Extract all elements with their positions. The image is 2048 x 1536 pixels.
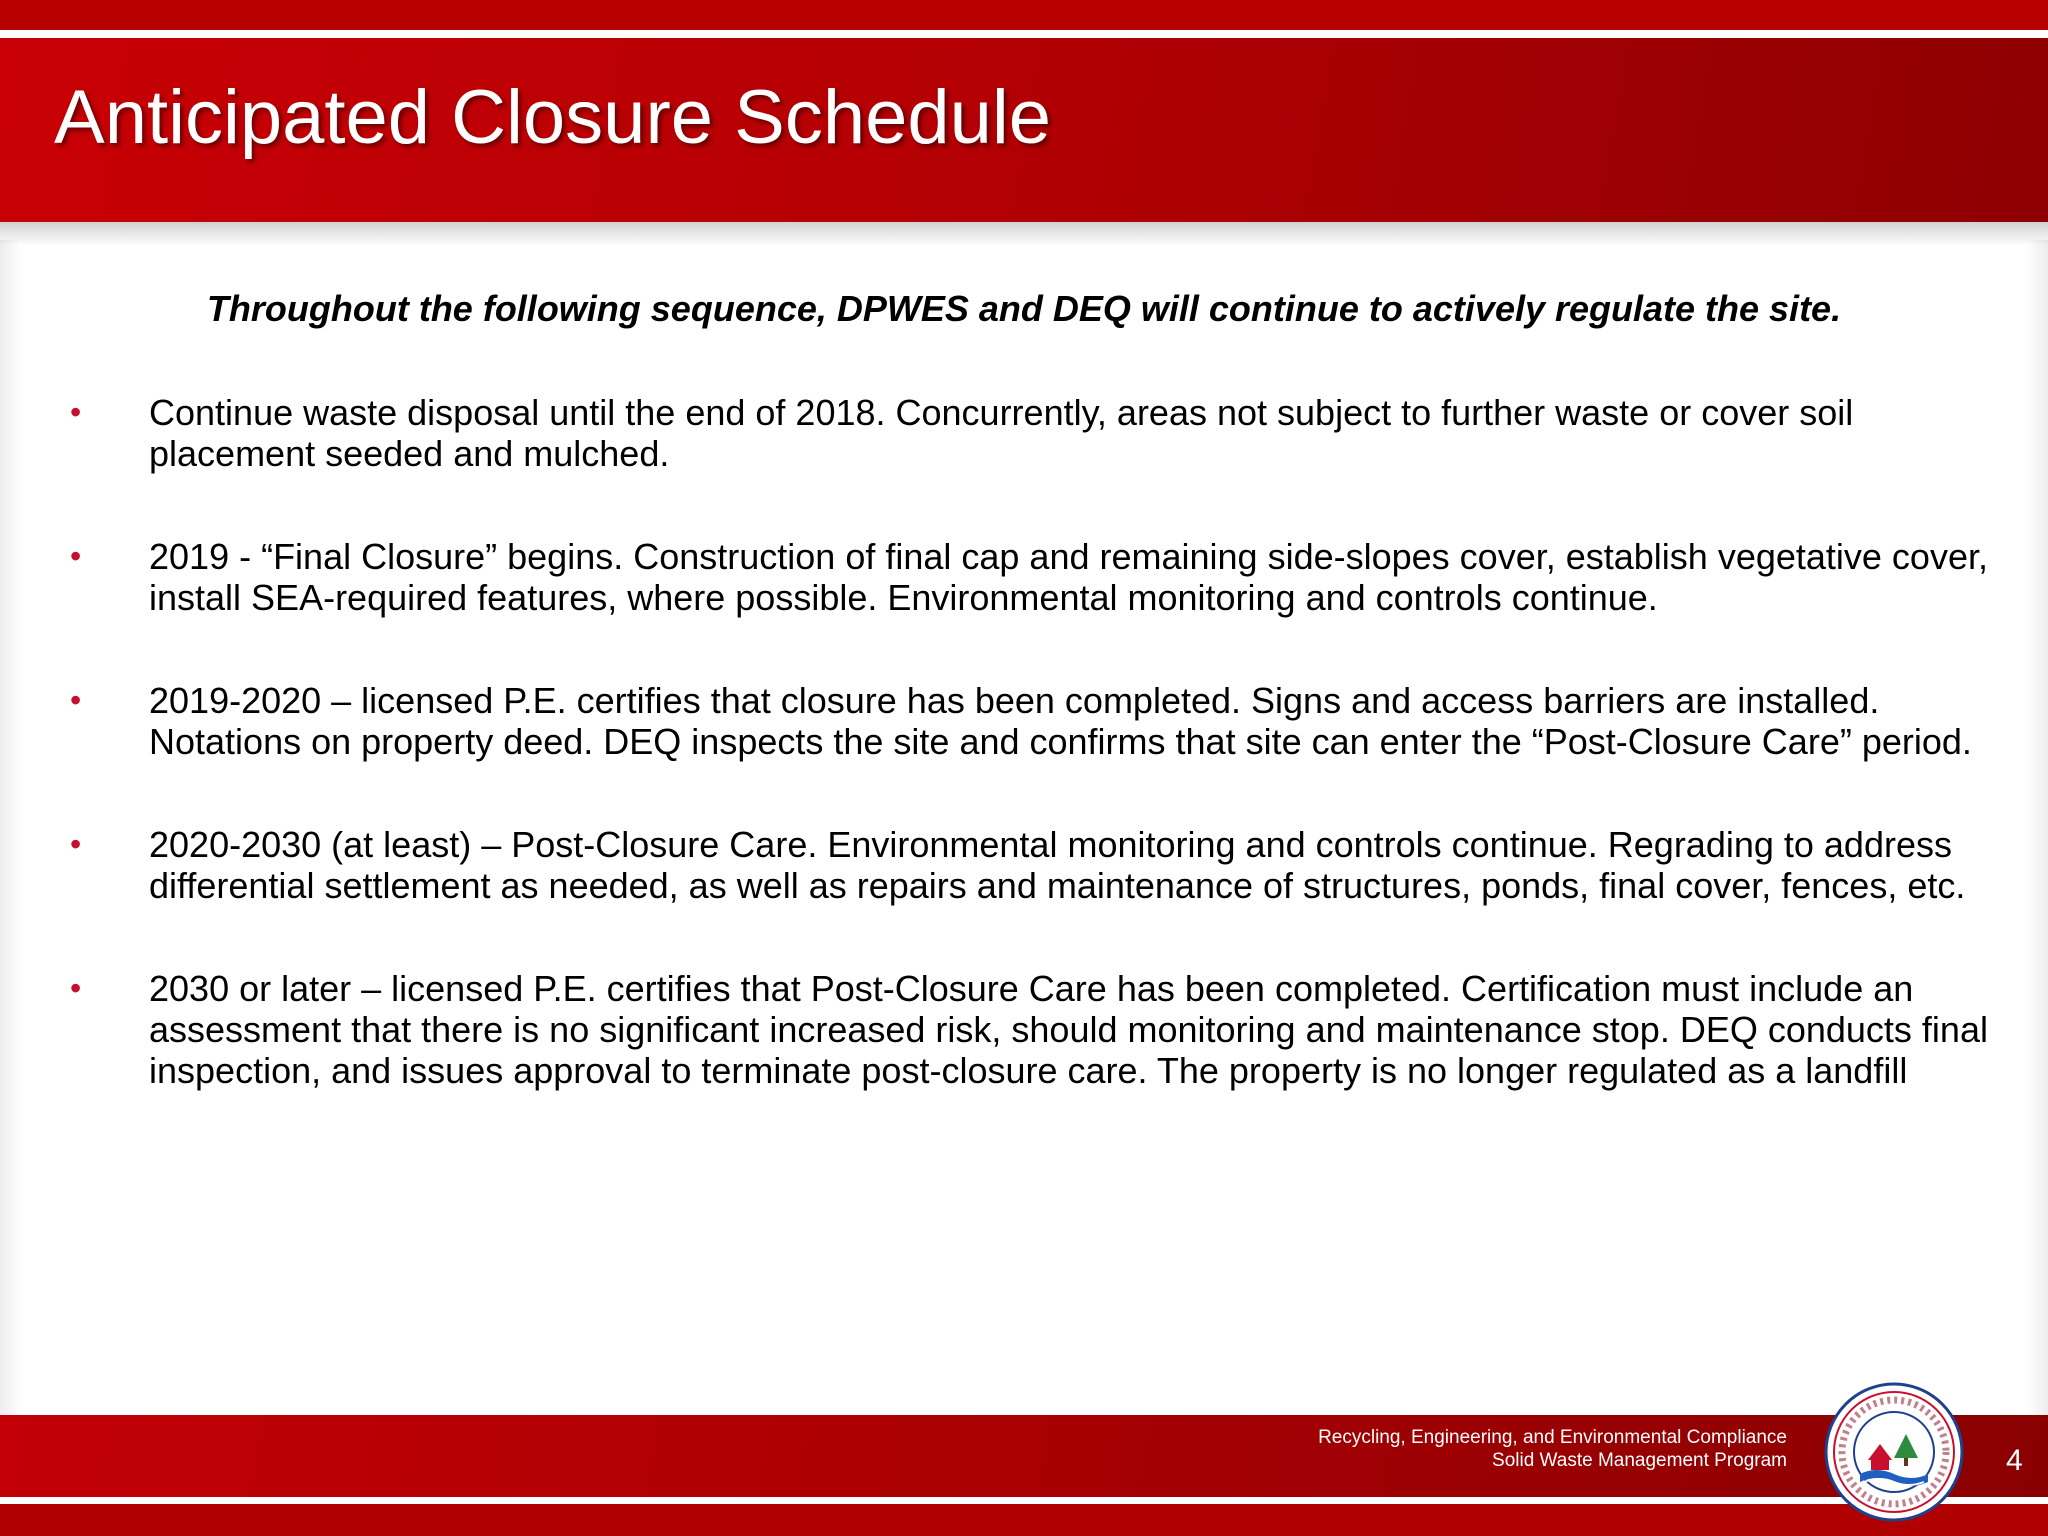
bullet-text: 2030 or later – licensed P.E. certifies that Post-Closure Care has been completed. Certification must include an assessment that there is no significant increased risk, should monitoring and maintenance stop. DEQ conducts final inspection, and issues approval to terminate post-closure care. The property is no longer regulated as a landfill: [149, 968, 1988, 1091]
bullet-dot: •: [70, 826, 82, 862]
bullet-text: 2019 - “Final Closure” begins. Construction of final cap and remaining side-slopes cover, establish vegetative cover, install SEA-required features, where possible. Environmental monitoring and controls continue.: [149, 536, 1988, 618]
footer-line-2: Solid Waste Management Program: [1492, 1450, 1787, 1471]
bullet-item: [70, 680, 2000, 762]
bullet-dot: •: [70, 538, 82, 574]
footer-red-strip: [0, 1504, 2048, 1536]
right-edge-shade: [2026, 240, 2048, 1415]
top-white-line: [0, 30, 2048, 38]
bullet-dot: •: [70, 682, 82, 718]
slide-subtitle: Throughout the following sequence, DPWES and DEQ will continue to actively regulate the site.: [206, 288, 1842, 329]
top-red-strip: [0, 0, 2048, 30]
footer-white-line: [0, 1497, 2048, 1504]
footer-line-1: Recycling, Engineering, and Environmental Compliance: [1318, 1427, 1787, 1448]
bullet-text: Continue waste disposal until the end of 2018. Concurrently, areas not subject to further waste or cover soil placement seeded and mulched.: [149, 392, 1854, 474]
county-seal-logo: [1824, 1382, 1964, 1522]
footer-program-text: [1318, 1426, 1787, 1472]
slide-title: Anticipated Closure Schedule: [54, 75, 1052, 160]
bullet-item: [70, 536, 2000, 618]
bullet-dot: •: [70, 970, 82, 1006]
bullet-item: [70, 968, 2000, 1091]
bullet-text: 2020-2030 (at least) – Post-Closure Care. Environmental monitoring and controls continue. Regrading to address differential settlement as needed, as well as repairs and maintenance of structures, ponds, final cover, fences, etc.: [149, 824, 1966, 906]
bullet-item: [70, 824, 2000, 906]
bullet-item: [70, 392, 2000, 474]
left-edge-shade: [0, 240, 22, 1415]
bullet-dot: •: [70, 394, 82, 430]
title-bar-shadow: [0, 222, 2048, 246]
page-number: 4: [2006, 1444, 2023, 1477]
bullet-text: 2019-2020 – licensed P.E. certifies that closure has been completed. Signs and access barriers are installed. Notations on property deed. DEQ inspects the site and confirms that site can enter the “Post-Closure Care” period.: [149, 680, 1972, 762]
bullet-list: [70, 392, 2000, 1153]
